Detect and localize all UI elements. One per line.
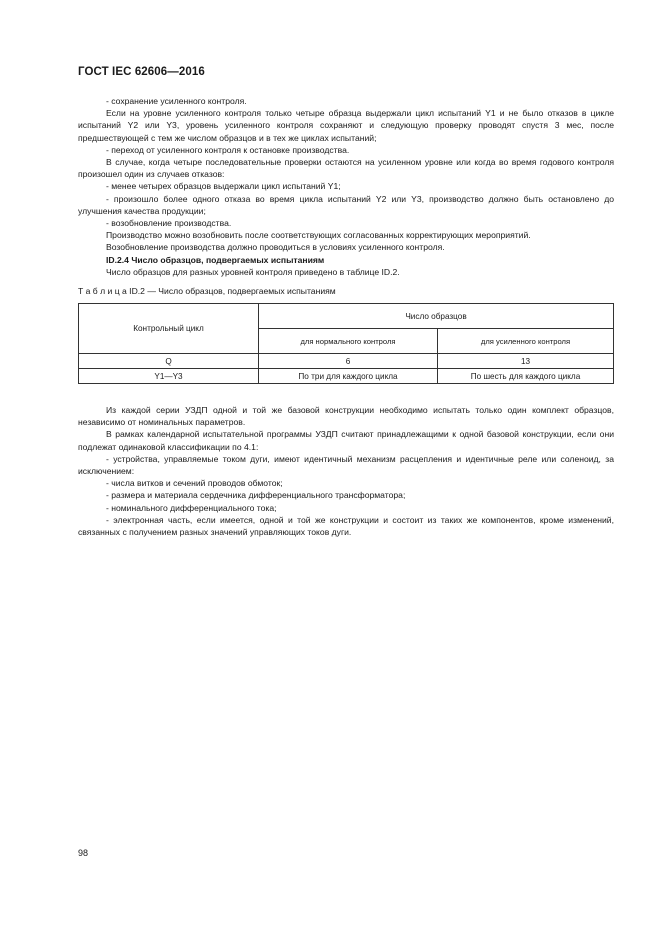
paragraph: - устройства, управляемые током дуги, имеют идентичный механизм расцепления и идентичные реле или соленоид, за исключением: xyxy=(78,453,614,477)
table-row xyxy=(79,369,614,384)
body-text-bottom xyxy=(78,404,614,538)
column-header-enhanced: для усиленного контроля xyxy=(438,329,614,354)
cell-enhanced: По шесть для каждого цикла xyxy=(438,369,614,384)
cell-cycle: Y1—Y3 xyxy=(79,369,259,384)
page-number: 98 xyxy=(78,848,89,858)
paragraph: - сохранение усиленного контроля. xyxy=(106,96,247,106)
document-header: ГОСТ IEC 62606—2016 xyxy=(78,66,205,78)
table-caption: Т а б л и ц а ID.2 — Число образцов, подвергаемых испытаниям xyxy=(78,286,336,296)
cell-enhanced: 13 xyxy=(438,354,614,369)
paragraph: - размера и материала сердечника дифференциального трансформатора; xyxy=(106,490,406,501)
paragraph: - менее четырех образцов выдержали цикл испытаний Y1; xyxy=(106,181,341,192)
paragraph: В рамках календарной испытательной программы УЗДП считают принадлежащими к одной базовой конструкции, если они подлежат одинаковой классификации по 4.1: xyxy=(78,429,614,452)
paragraph: - переход от усиленного контроля к остановке производства. xyxy=(106,144,350,155)
column-header-normal: для нормального контроля xyxy=(259,329,438,354)
cell-cycle: Q xyxy=(79,354,259,369)
body-text-top xyxy=(78,95,614,278)
samples-table xyxy=(78,303,614,384)
subsection-heading: ID.2.4 Число образцов, подвергаемых испытаниям xyxy=(106,254,325,265)
paragraph: В случае, когда четыре последовательные проверки остаются на усиленном уровне или когда во время годового контроля произошел один из случаев отказов: xyxy=(78,157,614,180)
paragraph: Из каждой серии УЗДП одной и той же базовой конструкции необходимо испытать только один комплект образцов, независимо от номинальных параметров. xyxy=(78,405,614,428)
cell-normal: 6 xyxy=(259,354,438,369)
table-row xyxy=(79,354,614,369)
paragraph: - числа витков и сечений проводов обмоток; xyxy=(106,478,283,489)
paragraph: - электронная часть, если имеется, одной и той же конструкции и состоит из таких же компонентов, кроме изменений, связанных с получением разных значений управляющих токов дуги. xyxy=(78,514,614,538)
paragraph: Число образцов для разных уровней контроля приведено в таблице ID.2. xyxy=(106,266,400,277)
paragraph: - произошло более одного отказа во время цикла испытаний Y2 или Y3, производство должно быть остановлено до улучшения качества продукции; xyxy=(78,193,614,216)
paragraph: - номинального дифференциального тока; xyxy=(106,502,277,513)
paragraph: Возобновление производства должно проводиться в условиях усиленного контроля. xyxy=(106,242,445,253)
paragraph: Производство можно возобновить после соответствующих согласованных корректирующих мероприятий. xyxy=(106,230,531,241)
column-header-cycle: Контрольный цикл xyxy=(79,304,259,354)
cell-normal: По три для каждого цикла xyxy=(259,369,438,384)
paragraph: - возобновление производства. xyxy=(106,218,232,229)
paragraph: Если на уровне усиленного контроля только четыре образца выдержали цикл испытаний Y1 и не было отказов в цикле испытаний Y2 или Y3, уровень усиленного контроля сохраняют и следующую проверку проводят спустя 3 мес, после предшествующей с тем же числом образцов и в тех же циклах испытаний; xyxy=(78,108,614,143)
column-header-samples: Число образцов xyxy=(259,304,614,329)
